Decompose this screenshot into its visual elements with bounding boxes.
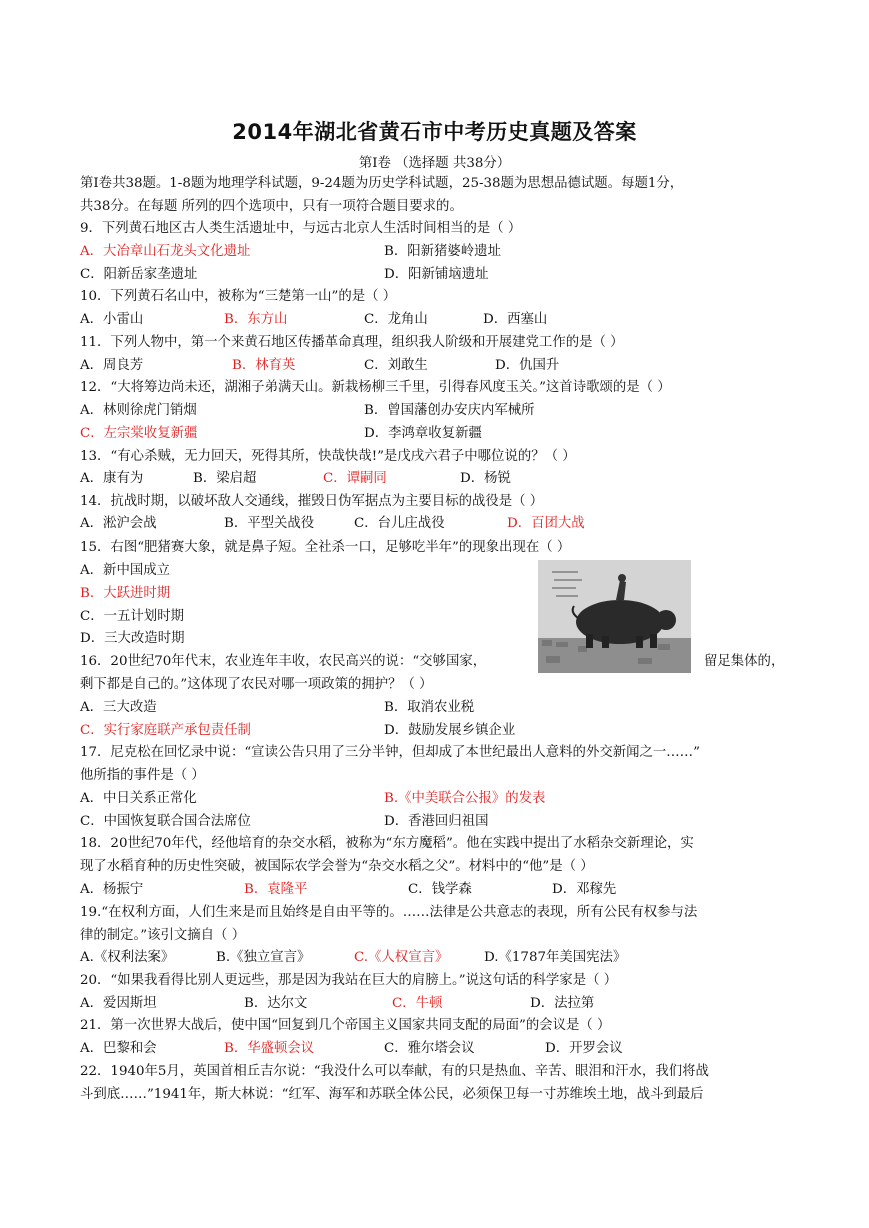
q11-option-b: B．林育英 — [232, 358, 296, 373]
q11-option-c: C．刘敢生 — [364, 358, 428, 373]
q12-option-a: A．林则徐虎门销烟 — [80, 403, 197, 418]
q10-option-d: D．西塞山 — [483, 312, 548, 327]
intro-line-1: 第Ⅰ卷共38题。1-8题为地理学科试题，9-24题为历史学科试题，25-38题为思想品德试题。每题1分， — [80, 176, 684, 191]
q14-stem: 14．抗战时期，以破坏敌人交通线，摧毁日伪军据点为主要目标的战役是（ ） — [80, 494, 544, 509]
q21-option-d: D．开罗会议 — [545, 1041, 623, 1056]
q15-option-c: C．一五计划时期 — [80, 609, 184, 624]
q22-stem-2: 斗到底……”1941年，斯大林说：“红军、海军和苏联全体公民，必须保卫每一寸苏维埃土地，战斗到最后 — [80, 1087, 704, 1102]
q13-option-c: C．谭嗣同 — [323, 471, 387, 486]
q10-stem: 10．下列黄石名山中，被称为“三楚第一山”的是（ ） — [80, 289, 397, 304]
q14-option-d: D．百团大战 — [507, 516, 585, 531]
q11-stem: 11．下列人物中，第一个来黄石地区传播革命真理，组织我人阶级和开展建党工作的是（ ） — [80, 335, 624, 350]
q17-option-c: C．中国恢复联合国合法席位 — [80, 814, 251, 829]
q9-option-b: B．阳新猪婆岭遗址 — [384, 244, 501, 259]
pig-poster-image — [538, 560, 691, 673]
q16-stem-2: 剩下都是自己的。”这体现了农民对哪一项政策的拥护？（ ） — [80, 677, 433, 692]
q13-option-b: B．梁启超 — [193, 471, 257, 486]
q20-option-c: C．牛顿 — [392, 996, 443, 1011]
pig-illustration — [538, 560, 691, 673]
q13-option-d: D．杨锐 — [460, 471, 511, 486]
q18-option-b: B．袁隆平 — [244, 882, 308, 897]
q21-stem: 21．第一次世界大战后，使中国“回复到几个帝国主义国家共同支配的局面”的会议是（ ） — [80, 1018, 611, 1033]
q13-stem: 13．“有心杀贼，无力回天，死得其所，快哉快哉!”是戊戌六君子中哪位说的？（ ） — [80, 449, 576, 464]
q12-stem: 12．“大将筹边尚未还，湖湘子弟满天山。新栽杨柳三千里，引得春风度玉关。”这首诗歌颂的是（ ） — [80, 380, 671, 395]
q19-stem-2: 律的制定。”该引文摘自（ ） — [80, 928, 246, 943]
q20-option-a: A．爱因斯坦 — [80, 996, 157, 1011]
q18-option-c: C．钱学森 — [408, 882, 472, 897]
q17-option-d: D．香港回归祖国 — [384, 814, 489, 829]
q17-stem-2: 他所指的事件是（ ） — [80, 768, 205, 783]
q22-stem: 22．1940年5月，英国首相丘吉尔说：“我没什么可以奉献，有的只是热血、辛苦、眼泪和汗水，我们将战 — [80, 1064, 709, 1079]
q10-option-c: C．龙角山 — [364, 312, 428, 327]
q10-option-b: B．东方山 — [224, 312, 288, 327]
q11-option-a: A．周良芳 — [80, 358, 144, 373]
q12-option-c: C．左宗棠收复新疆 — [80, 426, 198, 441]
q14-option-a: A．淞沪会战 — [80, 516, 157, 531]
q20-option-d: D．法拉第 — [530, 996, 595, 1011]
q19-option-d: D.《1787年美国宪法》 — [484, 950, 627, 965]
q13-option-a: A．康有为 — [80, 471, 144, 486]
q15-option-b: B．大跃进时期 — [80, 586, 171, 601]
q18-option-d: D．邓稼先 — [552, 882, 617, 897]
q14-option-b: B．平型关战役 — [224, 516, 315, 531]
q16-stem-right: 留足集体的， — [704, 654, 785, 669]
q17-option-a: A．中日关系正常化 — [80, 791, 197, 806]
q19-option-b: B.《独立宣言》 — [216, 950, 311, 965]
q21-option-b: B．华盛顿会议 — [224, 1041, 315, 1056]
q17-stem: 17．尼克松在回忆录中说：“宣读公告只用了三分半钟，但却成了本世纪最出人意料的外交新闻之一……” — [80, 745, 700, 760]
q19-option-c: C.《人权宣言》 — [354, 950, 449, 965]
q18-stem: 18．20世纪70年代，经他培育的杂交水稻，被称为“东方魔稻”。他在实践中提出了水稻杂交新理论，实 — [80, 836, 694, 851]
q10-option-a: A．小雷山 — [80, 312, 144, 327]
q20-stem: 20．“如果我看得比别人更远些，那是因为我站在巨大的肩膀上。”说这句话的科学家是（ ） — [80, 973, 618, 988]
q9-option-a: A．大冶章山石龙头文化遗址 — [80, 244, 251, 259]
q16-stem-left: 16．20世纪70年代末，农业连年丰收，农民高兴的说：“交够国家， — [80, 654, 487, 669]
q16-option-a: A．三大改造 — [80, 700, 157, 715]
q18-option-a: A．杨振宁 — [80, 882, 144, 897]
q15-stem: 15．右图“肥猪赛大象，就是鼻子短。全社杀一口，足够吃半年”的现象出现在（ ） — [80, 540, 571, 555]
q9-stem: 9．下列黄石地区古人类生活遗址中，与远古北京人生活时间相当的是（ ） — [80, 221, 522, 236]
q12-option-b: B．曾国藩创办安庆内军械所 — [364, 403, 535, 418]
q16-option-c: C．实行家庭联产承包责任制 — [80, 723, 251, 738]
exam-title: 2014年湖北省黄石市中考历史真题及答案 — [232, 120, 637, 144]
q16-option-d: D．鼓励发展乡镇企业 — [384, 723, 516, 738]
q15-option-a: A．新中国成立 — [80, 563, 171, 578]
q14-option-c: C．台儿庄战役 — [354, 516, 445, 531]
intro-line-2: 共38分。在每题 所列的四个选项中，只有一项符合题目要求的。 — [80, 199, 463, 214]
q9-option-d: D．阳新铺垴遗址 — [384, 267, 489, 282]
q12-option-d: D．李鸿章收复新疆 — [364, 426, 482, 441]
q9-option-c: C．阳新岳家垄遗址 — [80, 267, 198, 282]
q17-option-b: B.《中美联合公报》的发表 — [384, 791, 546, 806]
q19-option-a: A.《权利法案》 — [80, 950, 175, 965]
q15-option-d: D．三大改造时期 — [80, 631, 185, 646]
q18-stem-2: 现了水稻育种的历史性突破，被国际农学会誉为“杂交水稻之父”。材料中的“他”是（ ） — [80, 859, 594, 874]
q11-option-d: D．仇国升 — [495, 358, 560, 373]
section-subtitle: 第Ⅰ卷 （选择题 共38分） — [358, 156, 511, 171]
q19-stem: 19.“在权利方面，人们生来是而且始终是自由平等的。……法律是公共意志的表现，所有公民有权参与法 — [80, 905, 698, 920]
q16-option-b: B．取消农业税 — [384, 700, 475, 715]
q21-option-a: A．巴黎和会 — [80, 1041, 157, 1056]
q21-option-c: C．雅尔塔会议 — [384, 1041, 475, 1056]
q20-option-b: B．达尔文 — [244, 996, 308, 1011]
